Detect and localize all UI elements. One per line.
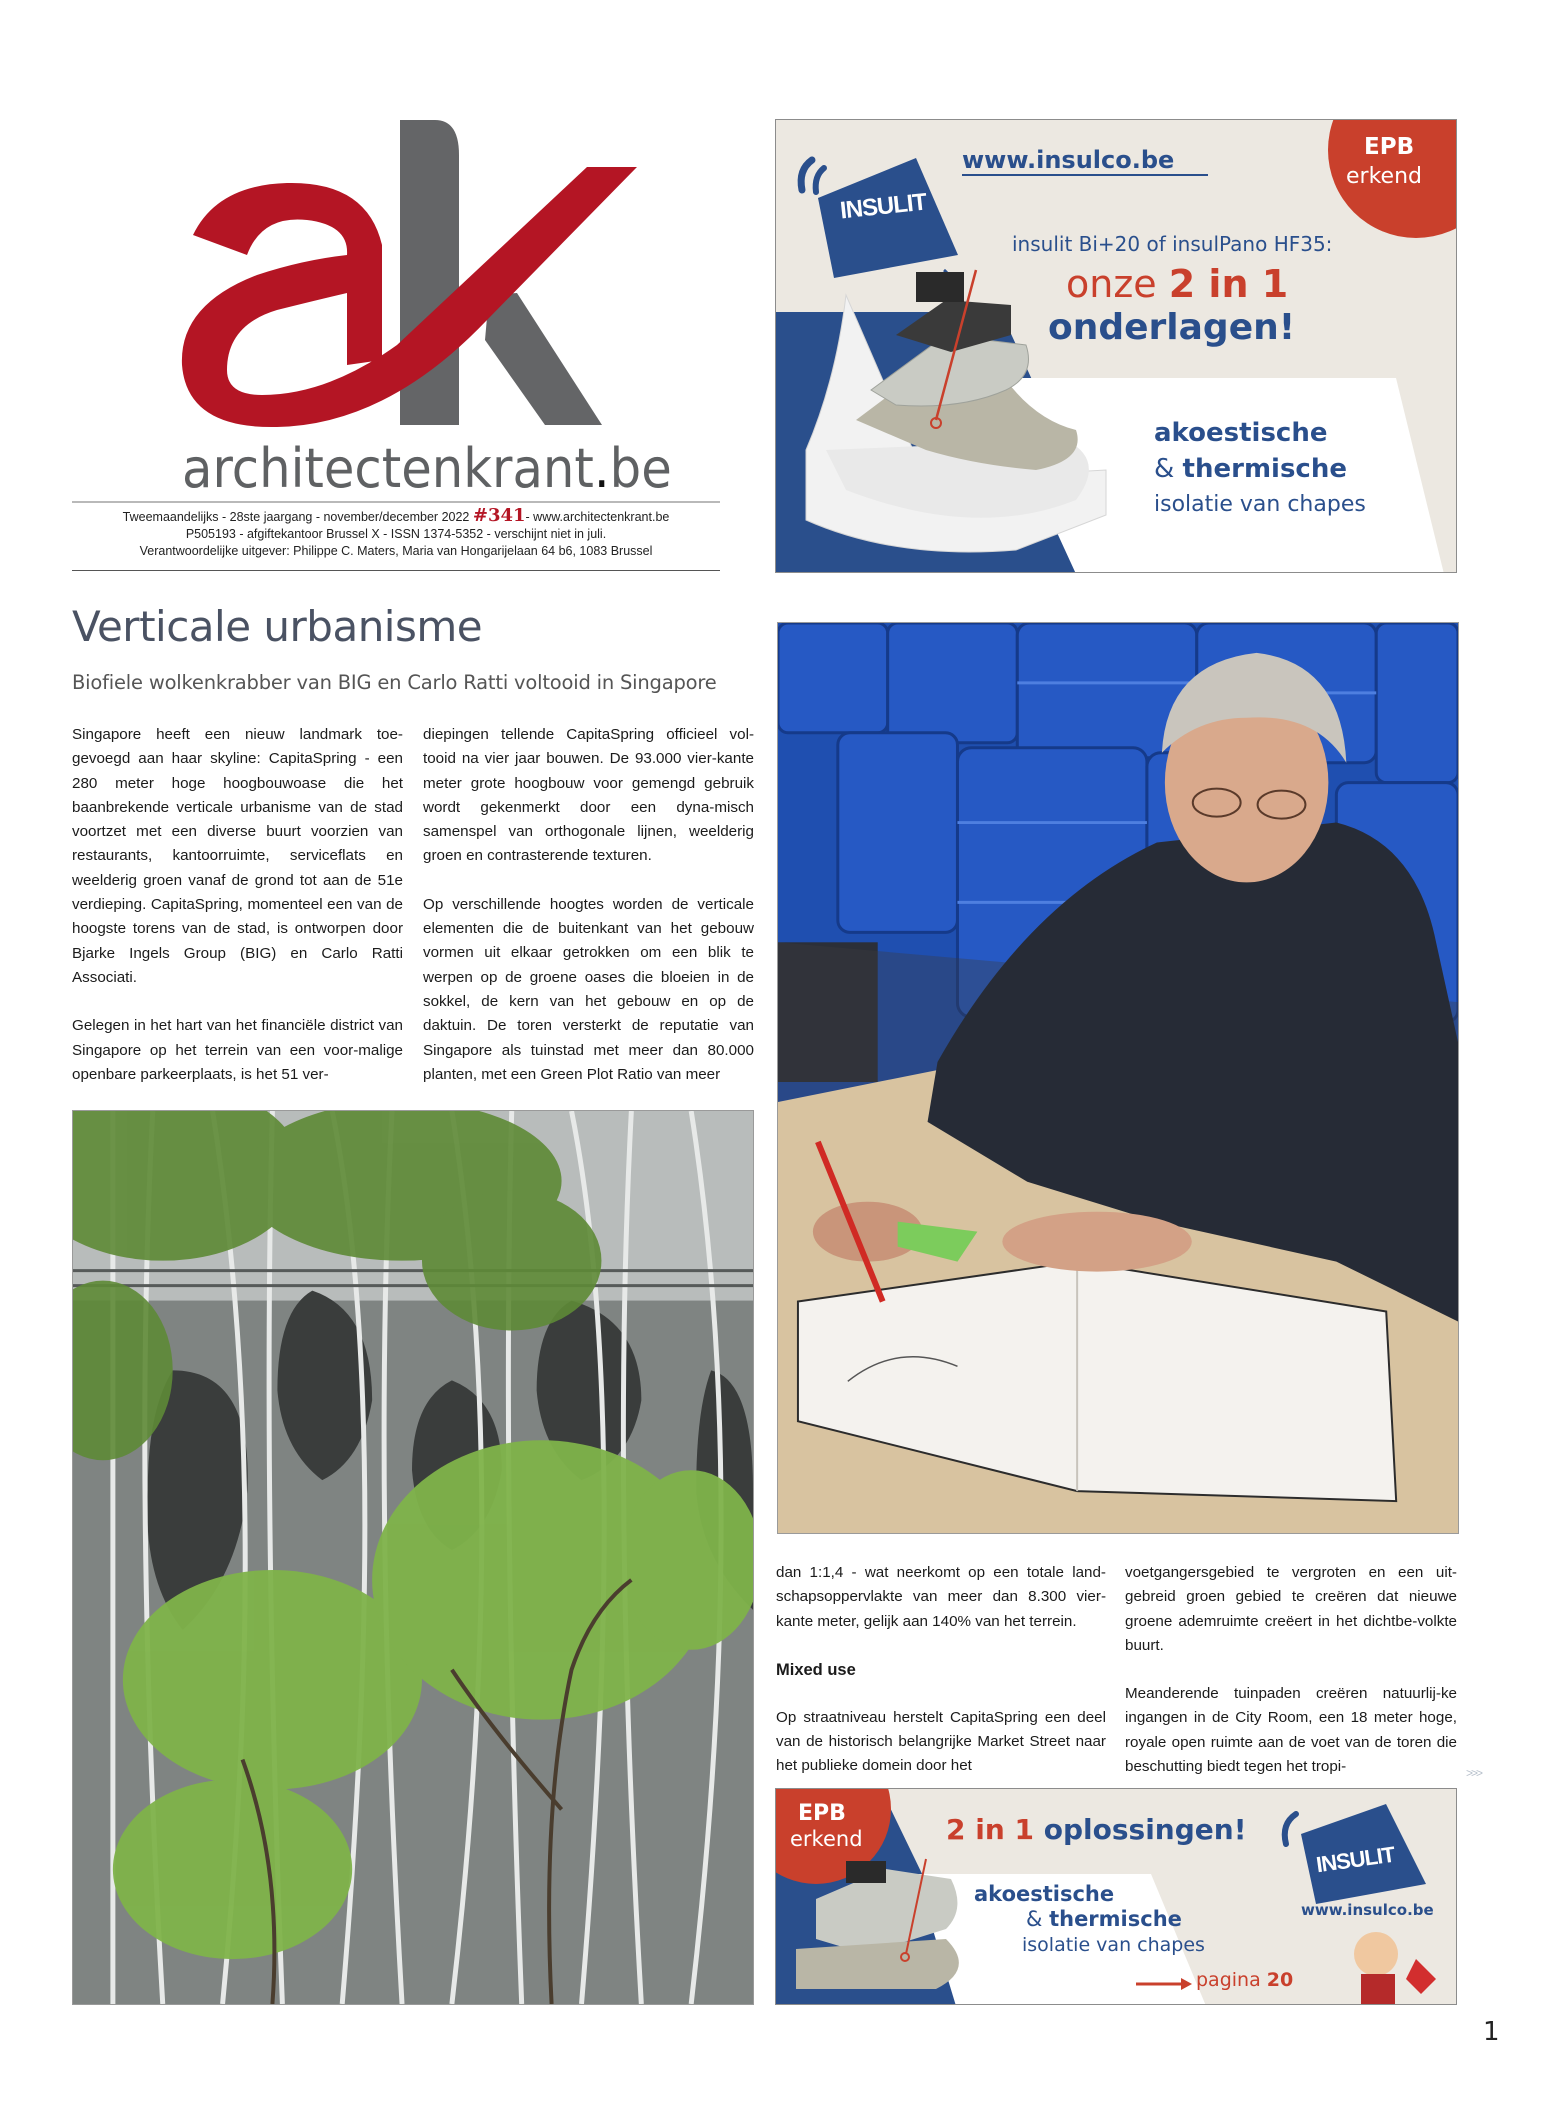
ak-logo: [167, 115, 647, 435]
article-paragraph: voetgangersgebied te vergroten en een uit-gebreid groen gebied te creëren dat nieuwe groene ademruimte creëert in het dichtbe-volkte buurt.: [1125, 1564, 1457, 1654]
masthead-info-line-3: Verantwoordelijke uitgever: Philippe C. Maters, Maria van Hongarijelaan 64 b6, 1083 Brussel: [139, 544, 653, 558]
site-name: [182, 437, 672, 500]
ad-headline-red: 2 in 1: [946, 1813, 1034, 1846]
article-paragraph: dan 1:1,4 - wat neerkomt op een totale land-schapsoppervlakte van meer dan 8.300 vier-kante meter, gelijk aan 140% van het terrein.: [776, 1564, 1106, 1630]
ad-feature-thermal: thermische: [1182, 454, 1347, 484]
masthead-info-line-1: [72, 507, 720, 526]
continued-arrow-icon: >>>: [1466, 1766, 1482, 1780]
masthead-rule-top: [72, 501, 720, 503]
section-heading-mixed-use: Mixed use: [776, 1660, 856, 1679]
article-paragraph: Meanderende tuinpaden creëren natuurlij-ke ingangen in de City Room, een 18 meter hoge, royale open ruimte aan de voet van de toren die beschutting biedt tegen het tropi-: [1125, 1685, 1457, 1776]
insulit-brand: INSULIT: [1314, 1841, 1396, 1878]
masthead-info: [72, 507, 720, 560]
ad-feature-acoustic: akoestische: [974, 1882, 1115, 1906]
ad-headline-light: onze: [1066, 262, 1157, 306]
article-column-3: [776, 1561, 1106, 1779]
insulit-brand: INSULIT: [838, 188, 928, 225]
site-name-dot: .: [593, 437, 610, 500]
article-paragraph: Op verschillende hoogtes worden de verticale elementen die de buitenkant van het gebouw vormen uit elkaar getrokken om een blik te werpen op de groene oases die bloeien in de sokkel, de kern van het gebouw en op de daktuin. De toren versterkt de reputatie van Singapore als tuinstad met meer dan 80.000 planten, met een Green Plot Ratio van meer: [423, 895, 754, 1083]
ad-feature-amp: &: [1026, 1907, 1043, 1931]
ad-headline-blue: oplossingen!: [1043, 1813, 1247, 1846]
epb-badge-line-1: EPB: [1364, 134, 1415, 160]
portrait-photo-artwork: [778, 623, 1458, 1533]
insulco-url[interactable]: www.insulco.be: [1301, 1901, 1434, 1919]
insulit-ad-top[interactable]: [775, 119, 1457, 573]
site-name-main: architectenkrant: [182, 437, 594, 500]
article-paragraph: Gelegen in het hart van het financiële district van Singapore op het terrein van een voor-malige openbare parkeerplaats, is het 51 ver-: [72, 1017, 403, 1083]
epb-badge-line-1: EPB: [798, 1801, 846, 1826]
issue-number: #341: [472, 505, 526, 526]
masthead-info-line-2: P505193 - afgiftekantoor Brussel X - ISSN 1374-5352 - verschijnt niet in juli.: [185, 527, 607, 541]
page-number: 1: [1483, 2017, 1500, 2047]
masthead-rule-bottom: [72, 570, 720, 571]
article-paragraph: Op straatniveau herstelt CapitaSpring een deel van de historisch belangrijke Market Street naar het publieke domein door het: [776, 1708, 1106, 1775]
building-photo-artwork: [73, 1111, 753, 2004]
ad-feature-acoustic: akoestische: [1154, 418, 1328, 448]
publication-details: Tweemaandelijks - 28ste jaargang - november/december 2022: [122, 510, 470, 524]
article-column-1: [72, 723, 403, 1087]
photo-man-signing-book: [777, 622, 1459, 1534]
article-paragraph: Singapore heeft een nieuw landmark toe-gevoegd aan haar skyline: CapitaSpring - een 280 meter hoge hoogbouwoase die het baanbrekende verticale urbanisme van de stad voortzet met een diverse buurt voorzien van restaurants, kantoorruimte, serviceflats en weelderig groen vanaf de grond tot aan de 51e verdieping. CapitaSpring, momenteel een van de hoogste torens van de stad, is ontworpen door Bjarke Ingels Group (BIG) en Carlo Ratti Associati.: [72, 726, 403, 986]
page-reference-link[interactable]: [1196, 1969, 1293, 1991]
ad-headline-line-2: onderlagen!: [1048, 307, 1296, 348]
epb-badge-line-2: erkend: [1346, 164, 1422, 189]
insulco-url[interactable]: www.insulco.be: [962, 146, 1175, 174]
ad-feature-thermal: thermische: [1049, 1907, 1182, 1931]
logo-k-leg: [485, 293, 602, 425]
photo-capitaspring-facade: [72, 1110, 754, 2005]
article-headline: Verticale urbanisme: [72, 602, 483, 651]
ad-feature-amp: &: [1154, 454, 1175, 484]
ad-feature-chapes: isolatie van chapes: [1154, 492, 1366, 517]
article-column-2: [423, 723, 754, 1087]
page-reference-label: pagina: [1196, 1969, 1261, 1991]
masthead: [72, 115, 752, 575]
ad-product-line: insulit Bi+20 of insulPano HF35:: [1012, 232, 1333, 256]
ad-feature-chapes: isolatie van chapes: [1022, 1934, 1205, 1956]
article-column-4: [1125, 1561, 1457, 1779]
site-name-tld: be: [609, 437, 672, 500]
page-reference-number: 20: [1266, 1969, 1294, 1991]
epb-badge-line-2: erkend: [790, 1827, 863, 1851]
website-link[interactable]: - www.architectenkrant.be: [525, 510, 670, 524]
article-paragraph: diepingen tellende CapitaSpring officieel vol-tooid na vier jaar bouwen. De 93.000 vier-kante meter grote hoogbouw voor gemengd gebruik wordt gekenmerkt door een dyna-misch samenspel van orthogonale lijnen, weelderig groen en contrasterende texturen.: [423, 726, 754, 865]
insulit-ad-bottom[interactable]: [775, 1788, 1457, 2005]
article-subheadline: Biofiele wolkenkrabber van BIG en Carlo Ratti voltooid in Singapore: [72, 671, 717, 694]
ad-headline-bold: 2 in 1: [1168, 262, 1289, 306]
